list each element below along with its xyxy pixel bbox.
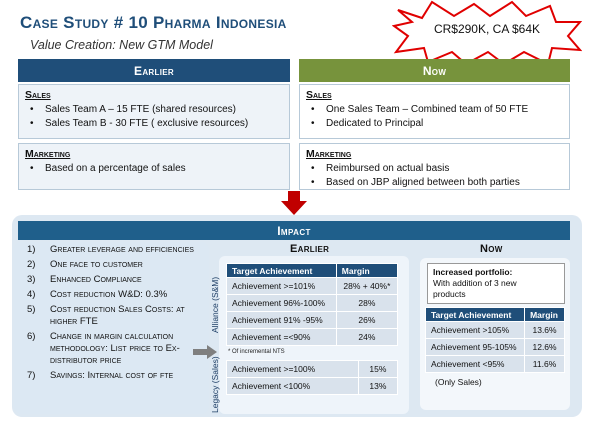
table-row: Achievement >105% 13.6% (426, 322, 565, 339)
now-sales-box (299, 84, 570, 139)
impact-earlier-header: Earlier (290, 243, 330, 255)
portfolio-line: With addition of 3 new (433, 278, 517, 288)
impact-list-item: 7) Savings: Internal cost of fte (27, 370, 174, 381)
table-row: Achievement <100% 13% (227, 378, 398, 395)
impact-list-item: 6) Change in margin calculation methodology: List price to Ex-distributor price (27, 331, 180, 366)
legacy-table (226, 360, 398, 395)
now-sales-item: • One Sales Team – Combined team of 50 FTE (300, 103, 569, 117)
impact-list-item: 2) One face to customer (27, 259, 143, 270)
impact-now-header: Now (480, 243, 503, 255)
impact-list-item: 3) Enhanced Compliance (27, 274, 142, 285)
table-header: Margin (525, 308, 565, 322)
price-tag-text: CR$290K, CA $64K (433, 22, 541, 36)
earlier-header: Earlier (18, 59, 290, 82)
alliance-label: Alliance (S&M) (210, 276, 220, 333)
alliance-table (226, 263, 398, 346)
page-subtitle: Value Creation: New GTM Model (30, 38, 213, 52)
portfolio-line: products (433, 289, 466, 299)
table-row: Achievement <95% 11.6% (426, 356, 565, 373)
only-sales-note: (Only Sales) (435, 377, 482, 387)
table-row: Achievement =<90% 24% (227, 329, 398, 346)
now-marketing-heading: Marketing (306, 148, 352, 160)
down-arrow-icon (281, 191, 307, 215)
now-header: Now (299, 59, 570, 82)
impact-list-item: 5) Cost reduction Sales Costs: at higher FTE (27, 304, 185, 327)
impact-list (14, 242, 209, 414)
earlier-marketing-box (18, 143, 290, 190)
earlier-sales-item: • Sales Team B - 30 FTE ( exclusive resources) (19, 117, 289, 131)
now-sales-heading: Sales (306, 89, 332, 101)
impact-header: Impact (18, 221, 570, 240)
earlier-marketing-heading: Marketing (25, 148, 71, 160)
table-row: Achievement 95-105% 12.6% (426, 339, 565, 356)
earlier-sales-heading: Sales (25, 89, 51, 101)
portfolio-title: Increased portfolio: (433, 267, 513, 277)
earlier-sales-item: • Sales Team A – 15 FTE (shared resources) (19, 103, 289, 117)
legacy-label: Legacy (Sales) (210, 356, 220, 413)
now-table (425, 307, 565, 373)
now-sales-item: • Dedicated to Principal (300, 117, 569, 131)
now-marketing-box (299, 143, 570, 190)
table-row: Achievement >=100% 15% (227, 361, 398, 378)
footnote: * Of incremental NTS (228, 349, 285, 355)
portfolio-box (427, 263, 565, 304)
table-header: Target Achievement (227, 264, 337, 278)
impact-list-item: 1) Greater leverage and efficiencies (27, 244, 194, 255)
table-row: Achievement 96%-100% 28% (227, 295, 398, 312)
earlier-marketing-item: • Based on a percentage of sales (19, 162, 289, 176)
price-burst (392, 0, 582, 66)
table-header: Target Achievement (426, 308, 525, 322)
page-title: Case Study # 10 Pharma Indonesia (20, 13, 287, 32)
impact-list-item: 4) Cost reduction W&D: 0.3% (27, 289, 168, 300)
now-marketing-item: • Reimbursed on actual basis (300, 162, 569, 176)
table-row: Achievement >=101% 28% + 40%* (227, 278, 398, 295)
table-row: Achievement 91% -95% 26% (227, 312, 398, 329)
now-marketing-item: • Based on JBP aligned between both parties (300, 176, 569, 190)
table-header: Margin (336, 264, 397, 278)
earlier-sales-box (18, 84, 290, 139)
